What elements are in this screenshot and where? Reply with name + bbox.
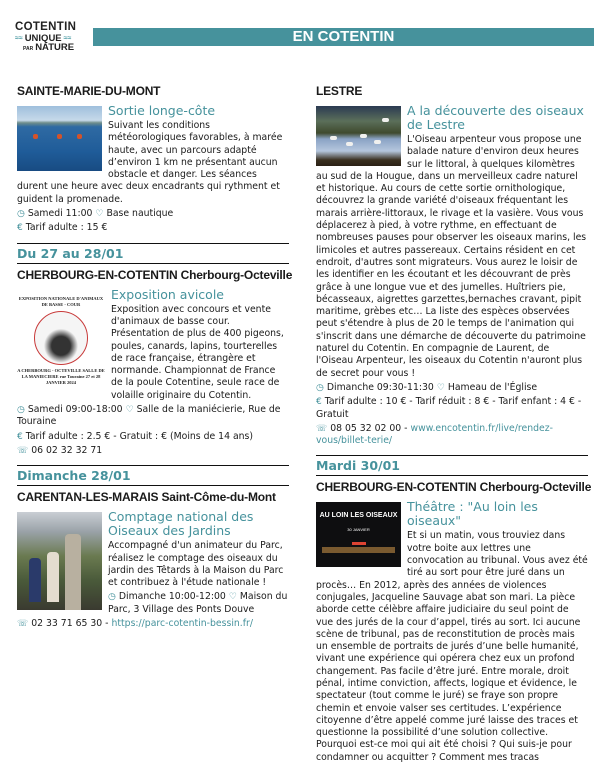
event-price: Tarif adulte : 10 € - Tarif réduit : 8 € - Tarif enfant : 4 € - Gratuit [316,396,582,420]
location-pin-icon: ♡ [125,405,134,416]
event-phone[interactable]: 08 05 32 02 00 [330,422,402,434]
cotentin-logo [15,22,81,58]
poster-date: 30 JANVIER [347,526,370,532]
location-pin-icon: ♡ [95,209,104,220]
event-title[interactable]: A la découverte des oiseaux de Lestre [407,104,584,132]
event-phone[interactable]: 02 33 71 65 30 [31,618,103,630]
phone-icon: ☏ [17,445,29,456]
euro-icon: € [17,431,23,442]
event-price: Tarif adulte : 15 € [25,222,108,234]
separator: - [401,422,411,434]
event-description: L'Oiseau arpenteur vous propose une balade nature d'environ deux heures sur le littoral, à quelques kilomètres au sud de la Hougue, dans un merveilleux cadre naturel et historique. Au cours de cette sortie ornithologique, découvrez la grande variété d'oiseaux fréquentant les marais arrière-littoraux, le rivage et la vasière. Vous vous déplacerez à pied, à votre rythme, en effectuant de nombreuses pauses pour observer les oiseaux marins, les limicoles et autres passereaux. Certains résident en cet endroit, d'autres sont migrateurs. Vous aurez le loisir de les identifier en les écoutant et les découvrant de près grâce à une longue vue et des jumelles. Huîtriers pie, bécasseaux, aigrettes garzettes,bernaches cravant, pipit maritime, grèbes etc… La liste des espèces observées peut s'étendre à plus de 20 le temps de l'animation qui s'inscrit dans une démarche de découverte du patrimoine naturel du Cotentin. En compagnie de Laurent, de l'Oiseau Arpenteur, les oiseaux du Cotentin n'auront plus de secret pour vous ! [316,134,587,379]
event-description: Accompagné d'un animateur du Parc, réalisez le comptage des oiseaux du jardin des Têtards à la Maison du Parc et contribuez à l'étude nationale ! [108,540,284,589]
phone-icon: ☏ [316,423,328,434]
event-ticket-link[interactable]: www.encotentin.fr/live/rendez-vous/billet-terie/ [316,422,553,447]
event-description: Suivant les conditions météorologiques favorables, à marée haute, avec un parcours adapté d’environ 1 km ne présentant aucun obstacle et danger. Les séances durent une heure avec deux encadrants qui rythment et guident la promenade. [17,120,283,205]
date-heading: Mardi 30/01 [316,455,588,476]
event-description: Exposition avec concours et vente d'animaux de basse cour. Présentation de plus de 400 pigeons, poules, canards, lapins, tourterelles de race française, étrangère et normande. Championnat de France de la poule Cotentine, seule race de volaille originaire du Cotentin. [111,303,284,401]
event-card [316,104,588,447]
event-contact-line [316,423,588,448]
event-title[interactable]: Sortie longe-côte [108,104,216,118]
euro-icon: € [17,223,23,234]
event-town: Cherbourg-Octeville [479,480,592,495]
logo-line2-text: UNIQUE [24,32,62,44]
event-time: Dimanche 10:00-12:00 [118,591,226,603]
event-image-theatre-poster [316,502,401,567]
poster-rooster-emblem [34,311,88,365]
event-description: Et si un matin, vous trouviez dans votre boite aux lettres une convocation au tribunal. Vous avez été tiré au sort pour être juré dans un procès… En 2012, après des années de violences conjugales, Jacqueline Sauvage abat son mari. La pièce aborde cette célèbre affaire judiciaire du seul point de vue des jurés de la cour d’appel, tirés au sort. Ici aucune scène de tribunal, pas de reconstitution de procès mais un ensemble de portraits de jurés d’une belle humanité, vivant une expérience qui opérera chez eux un profond changement. Pas facile d’être juré. Entre morale, droit pénal, intime conviction, affects, logique et évidence, le spectateur (tout comme le juré) se fraye son propre chemin et envoie valser ses certitudes. L’expérience citoyenne d’être appelé comme juré laisse des traces et questionne la possibilité d’une solution collective. Pourquoi est-ce moi qui ait été choisi ? Qui suis-je pour condamner ou acquitter ? Comment mes tracas [316,530,588,763]
event-location: Base nautique [106,208,174,220]
event-price: Tarif adulte : 2.5 € - Gratuit : € (Moins de 14 ans) [25,430,254,442]
euro-icon: € [316,397,322,408]
event-website-link[interactable]: https://parc-cotentin-bessin.fr/ [111,618,253,630]
event-location: Salle de la maniécierie, Rue de Touraine [17,404,281,428]
event-place [17,267,293,282]
event-image-birdwatchers [17,512,102,610]
event-location: Hameau de l'Église [447,381,538,393]
event-card [17,510,289,630]
location-pin-icon: ♡ [228,592,237,603]
logo-line3-small: PAR [23,46,34,52]
event-time: Samedi 11:00 [27,208,93,220]
right-column [316,80,592,764]
event-title[interactable]: Exposition avicole [111,287,224,302]
date-heading: Dimanche 28/01 [17,465,289,486]
clock-icon: ◷ [17,209,25,220]
event-image-sea-kayak [17,106,102,171]
date-heading: Du 27 au 28/01 [17,243,289,264]
phone-icon: ☏ [17,619,29,630]
logo-line3-text: NATURE [35,42,75,53]
event-contact-line [17,445,289,457]
event-contact-line [17,618,289,630]
poster-top-text: EXPOSITION NATIONALE D'ANIMAUX DE BASSE - COUR [18,295,104,307]
section-banner: EN COTENTIN [93,28,594,46]
event-when-where [17,404,289,429]
wave-icon: ≈≈ [15,34,23,42]
poster-bottom-text: A CHERBOURG - OCTEVILLE SALLE DE LA MANIECIERE rue Touraine 27 et 28 JANVIER 2024 [17,367,105,385]
event-card [316,500,588,764]
left-column [17,80,293,630]
event-card [17,104,289,235]
event-when-where [316,382,588,394]
event-town: Cherbourg-Octeville [180,267,293,282]
event-city: CHERBOURG-EN-COTENTIN [17,267,178,282]
event-location: Maison du Parc, 3 Village des Ponts Douve [108,591,288,615]
event-place: SAINTE-MARIE-DU-MONT [17,84,161,98]
event-phone[interactable]: 06 02 32 32 71 [31,444,103,456]
event-city: CHERBOURG-EN-COTENTIN [316,480,477,495]
event-card [17,288,289,458]
event-time: Dimanche 09:30-11:30 [326,381,434,393]
separator: - [102,618,112,630]
clock-icon: ◷ [108,592,116,603]
clock-icon: ◷ [316,382,324,393]
event-price-line [17,431,289,443]
event-place [17,490,289,504]
wave-icon: ≈≈ [63,34,72,42]
event-image-poster [17,290,105,395]
event-title[interactable]: Théâtre : "Au loin les oiseaux" [407,500,538,529]
logo-line3 [15,43,81,53]
event-time: Samedi 09:00-18:00 [27,404,123,416]
location-pin-icon: ♡ [436,382,445,393]
poster-title: AU LOIN LES OISEAUX [319,512,398,520]
event-price-line [17,222,289,234]
clock-icon: ◷ [17,405,25,416]
event-place [316,480,592,495]
event-place: LESTRE [316,84,363,98]
event-when-where [17,208,289,220]
event-image-shorebirds [316,106,401,166]
event-town: Saint-Côme-du-Mont [161,490,276,505]
logo-line1: COTENTIN [15,21,77,33]
event-city: CARENTAN-LES-MARAIS [17,490,159,505]
event-price-line [316,396,588,421]
event-title[interactable]: Comptage national des Oiseaux des Jardins [108,510,254,539]
